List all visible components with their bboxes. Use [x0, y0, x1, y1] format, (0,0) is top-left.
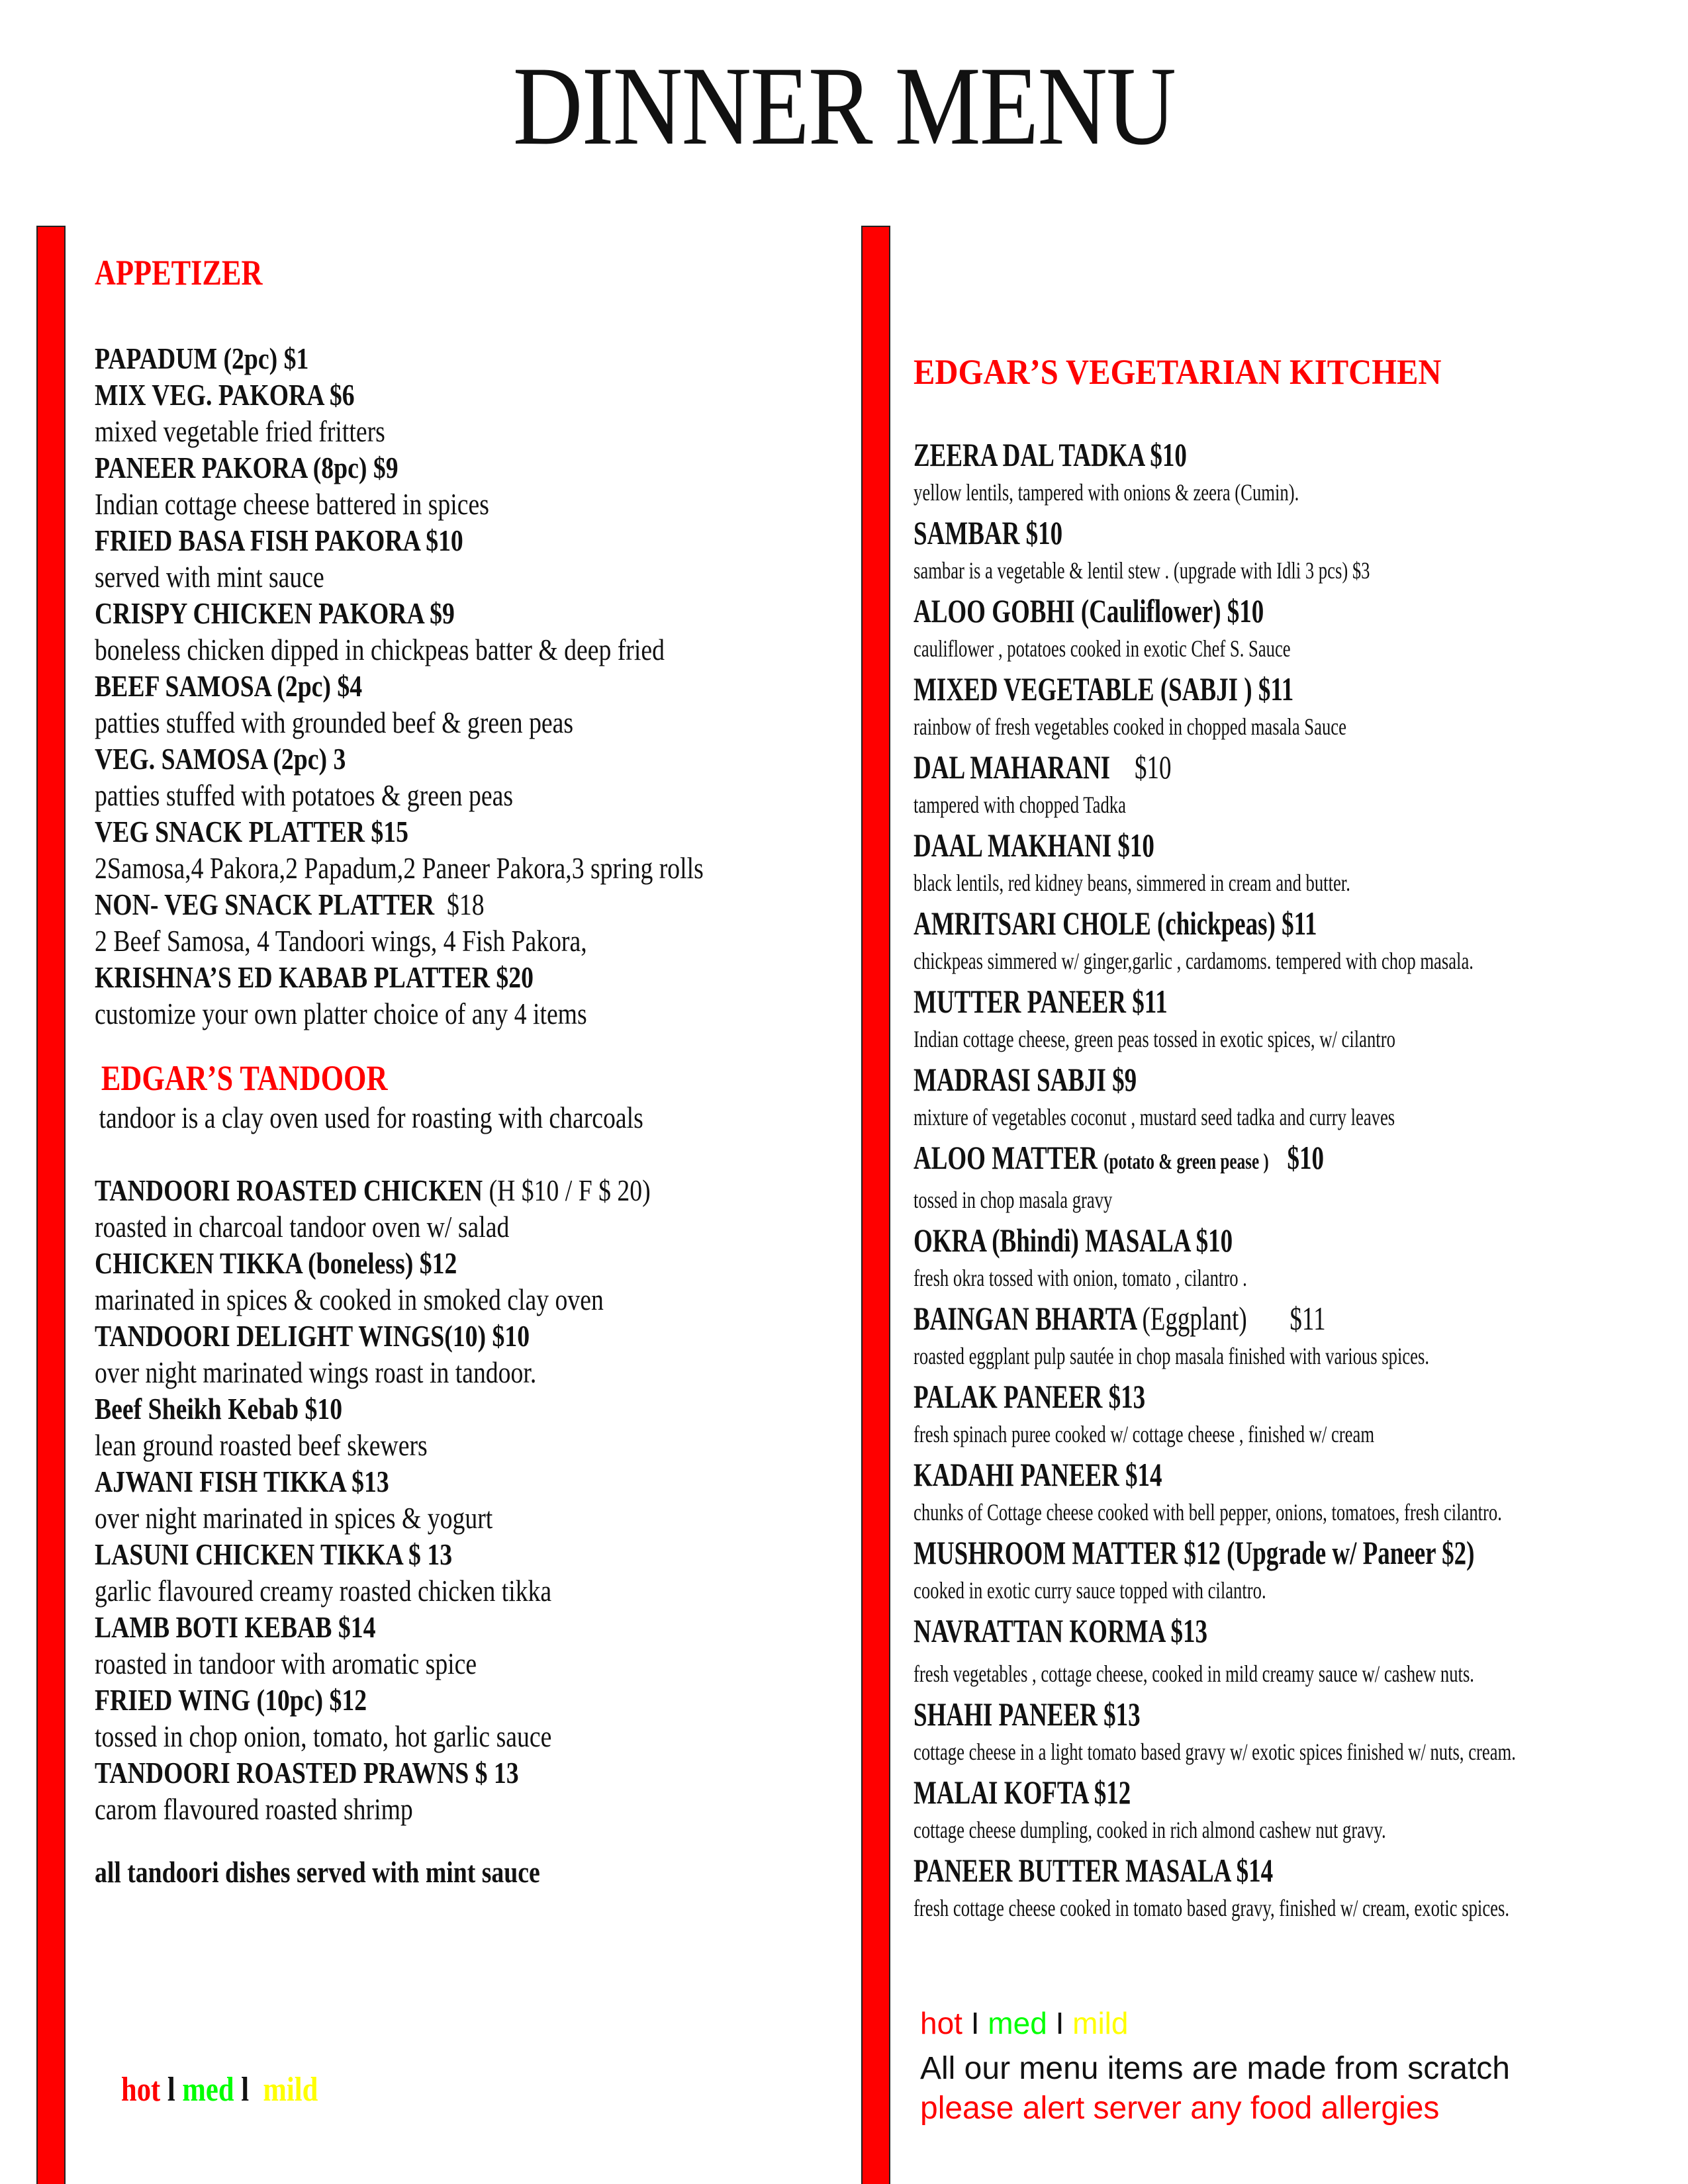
menu-item-desc: fresh vegetables , cottage cheese, cooked in mild creamy sauce w/ cashew nuts.: [914, 1661, 1474, 1687]
allergy-note: please alert server any food allergies: [920, 2091, 1440, 2126]
legend-med: med: [988, 2006, 1047, 2040]
menu-item-name: MADRASI SABJI $9: [914, 1061, 1137, 1098]
menu-item-name: NAVRATTAN KORMA $13: [914, 1612, 1208, 1649]
menu-item-name: SAMBAR $10: [914, 514, 1063, 551]
menu-item-name: CRISPY CHICKEN PAKORA $9: [95, 596, 455, 630]
menu-item-desc: mixture of vegetables coconut , mustard seed tadka and curry leaves: [914, 1104, 1395, 1130]
appetizer-heading: APPETIZER: [95, 253, 263, 293]
menu-item-desc: 2 Beef Samosa, 4 Tandoori wings, 4 Fish Pakora,: [95, 924, 587, 958]
tandoor-intro: tandoor is a clay oven used for roasting with charcoals: [99, 1101, 643, 1134]
menu-item-note: (Eggplant): [1142, 1300, 1247, 1337]
menu-item-name: [95, 886, 692, 923]
menu-item-desc: roasted in tandoor with aromatic spice: [95, 1647, 477, 1680]
menu-item-desc: chickpeas simmered w/ ginger,garlic , cardamoms. tempered with chop masala.: [914, 948, 1474, 974]
menu-item-name: KADAHI PANEER $14: [914, 1456, 1162, 1493]
spice-legend-left: [121, 2070, 318, 2109]
menu-item-desc: served with mint sauce: [95, 560, 324, 594]
menu-item-name: MALAI KOFTA $12: [914, 1774, 1131, 1811]
menu-item-price: (H $10 / F $ 20): [489, 1173, 651, 1207]
menu-item-desc: over night marinated wings roast in tandoor.: [95, 1355, 537, 1389]
menu-item-desc: fresh okra tossed with onion, tomato , cilantro .: [914, 1265, 1247, 1291]
menu-item-desc: patties stuffed with grounded beef & green peas: [95, 705, 574, 739]
menu-item-desc: cottage cheese dumpling, cooked in rich almond cashew nut gravy.: [914, 1817, 1386, 1843]
menu-item-name: TANDOORI ROASTED PRAWNS $ 13: [95, 1756, 519, 1790]
menu-item-name: TANDOORI DELIGHT WINGS(10) $10: [95, 1319, 530, 1353]
legend-separator: I: [970, 2006, 980, 2040]
menu-item-title: BAINGAN BHARTA: [914, 1300, 1137, 1337]
menu-item-price: $11: [1246, 1300, 1326, 1337]
menu-item-name: [95, 1172, 692, 1208]
tandoor-note: all tandoori dishes served with mint sauce: [95, 1855, 540, 1889]
legend-separator: I: [1055, 2006, 1064, 2040]
menu-item-desc: roasted in charcoal tandoor oven w/ salad: [95, 1210, 510, 1244]
menu-item-desc: cottage cheese in a light tomato based gravy w/ exotic spices finished w/ nuts, cream.: [914, 1739, 1516, 1765]
legend-med: med: [182, 2071, 234, 2109]
menu-item-desc: mixed vegetable fried fritters: [95, 414, 385, 448]
menu-item-name: LASUNI CHICKEN TIKKA $ 13: [95, 1537, 453, 1571]
menu-item-name: PAPADUM (2pc) $1: [95, 341, 309, 375]
menu-item-desc: customize your own platter choice of any 4 items: [95, 997, 587, 1030]
menu-item-name: LAMB BOTI KEBAB $14: [95, 1610, 376, 1644]
menu-item-desc: roasted eggplant pulp sautée in chop masala finished with various spices.: [914, 1343, 1430, 1369]
menu-item-desc: rainbow of fresh vegetables cooked in chopped masala Sauce: [914, 713, 1346, 740]
menu-item-desc: patties stuffed with potatoes & green peas: [95, 778, 514, 812]
legend-hot: hot: [920, 2006, 962, 2040]
menu-item-name: [914, 748, 1462, 786]
menu-item-price: $18: [446, 887, 485, 921]
menu-item-title: ALOO MATTER: [914, 1139, 1098, 1176]
menu-item-name: MIX VEG. PAKORA $6: [95, 378, 355, 412]
menu-item-name: VEG. SAMOSA (2pc) 3: [95, 742, 346, 776]
legend-hot: hot: [121, 2071, 161, 2109]
page-title: DINNER MENU: [512, 44, 1176, 168]
menu-item-desc: marinated in spices & cooked in smoked clay oven: [95, 1283, 604, 1316]
menu-item-desc: Indian cottage cheese, green peas tossed in exotic spices, w/ cilantro: [914, 1026, 1395, 1052]
right-red-bar: [861, 226, 890, 2184]
menu-item-desc: lean ground roasted beef skewers: [95, 1428, 428, 1462]
menu-item-desc: fresh cottage cheese cooked in tomato based gravy, finished w/ cream, exotic spices.: [914, 1895, 1510, 1921]
menu-item-price: $10: [1110, 749, 1172, 786]
menu-item-desc: cauliflower , potatoes cooked in exotic Chef S. Sauce: [914, 635, 1291, 662]
menu-item-name: AMRITSARI CHOLE (chickpeas) $11: [914, 905, 1317, 942]
menu-item-name: [914, 1138, 1462, 1181]
menu-item-name: VEG SNACK PLATTER $15: [95, 815, 409, 848]
menu-item-price: $10: [1268, 1139, 1325, 1176]
menu-item-desc: yellow lentils, tampered with onions & zeera (Cumin).: [914, 479, 1299, 506]
menu-item-name: OKRA (Bhindi) MASALA $10: [914, 1222, 1233, 1259]
menu-item-name: [914, 1299, 1462, 1338]
tandoor-list: [95, 1172, 692, 1827]
tandoor-heading: EDGAR’S TANDOOR: [101, 1058, 388, 1098]
menu-item-name: FRIED BASA FISH PAKORA $10: [95, 523, 463, 557]
menu-item-name: BEEF SAMOSA (2pc) $4: [95, 669, 363, 703]
menu-item-name: SHAHI PANEER $13: [914, 1696, 1141, 1733]
menu-item-name: AJWANI FISH TIKKA $13: [95, 1465, 389, 1498]
menu-item-desc: sambar is a vegetable & lentil stew . (upgrade with Idli 3 pcs) $3: [914, 557, 1370, 584]
menu-item-desc: carom flavoured roasted shrimp: [95, 1792, 413, 1826]
menu-item-name: PANEER BUTTER MASALA $14: [914, 1852, 1274, 1889]
menu-item-desc: over night marinated in spices & yogurt: [95, 1501, 493, 1535]
menu-item-name: Beef Sheikh Kebab $10: [95, 1392, 343, 1426]
left-column: [95, 251, 823, 1890]
right-column: [914, 351, 1655, 1927]
appetizer-list: [95, 340, 704, 1032]
menu-item-name: PALAK PANEER $13: [914, 1378, 1146, 1415]
menu-item-name: ZEERA DAL TADKA $10: [914, 436, 1187, 473]
menu-item-desc: cooked in exotic curry sauce topped with cilantro.: [914, 1577, 1266, 1604]
menu-item-name: MUSHROOM MATTER $12 (Upgrade w/ Paneer $2): [914, 1534, 1475, 1571]
menu-item-name: KRISHNA’S ED KABAB PLATTER $20: [95, 960, 534, 994]
menu-item-desc: 2Samosa,4 Pakora,2 Papadum,2 Paneer Pakora,3 spring rolls: [95, 851, 704, 885]
menu-item-name: CHICKEN TIKKA (boneless) $12: [95, 1246, 457, 1280]
legend-mild: mild: [1072, 2006, 1129, 2040]
menu-item-desc: garlic flavoured creamy roasted chicken tikka: [95, 1574, 552, 1608]
menu-item-name: PANEER PAKORA (8pc) $9: [95, 451, 399, 484]
menu-item-desc: tampered with chopped Tadka: [914, 792, 1126, 818]
left-red-bar: [36, 226, 66, 2184]
menu-item-title: NON- VEG SNACK PLATTER: [95, 887, 435, 921]
menu-item-name: FRIED WING (10pc) $12: [95, 1683, 367, 1717]
vegetarian-heading: EDGAR’S VEGETARIAN KITCHEN: [914, 352, 1442, 392]
legend-mild: mild: [263, 2071, 318, 2109]
menu-item-title: TANDOORI ROASTED CHICKEN: [95, 1173, 483, 1207]
spice-legend-right: [920, 2005, 1128, 2041]
menu-item-note: (potato & green pease ): [1103, 1150, 1269, 1174]
menu-item-name: ALOO GOBHI (Cauliflower) $10: [914, 592, 1264, 629]
legend-separator: l: [167, 2071, 175, 2109]
menu-item-name: MIXED VEGETABLE (SABJI ) $11: [914, 670, 1294, 707]
menu-item-desc: tossed in chop onion, tomato, hot garlic sauce: [95, 1719, 552, 1753]
menu-item-desc: Indian cottage cheese battered in spices: [95, 487, 489, 521]
vegetarian-list: [914, 435, 1516, 1927]
menu-item-desc: tossed in chop masala gravy: [914, 1187, 1113, 1213]
menu-item-name: MUTTER PANEER $11: [914, 983, 1168, 1020]
menu-item-desc: black lentils, red kidney beans, simmered in cream and butter.: [914, 870, 1350, 896]
menu-item-name: DAAL MAKHANI $10: [914, 827, 1154, 864]
menu-item-desc: boneless chicken dipped in chickpeas batter & deep fried: [95, 633, 665, 666]
menu-item-title: DAL MAHARANI: [914, 749, 1111, 786]
menu-item-desc: chunks of Cottage cheese cooked with bell pepper, onions, tomatoes, fresh cilantro.: [914, 1499, 1502, 1525]
legend-separator: l: [241, 2071, 250, 2109]
menu-item-desc: fresh spinach puree cooked w/ cottage cheese , finished w/ cream: [914, 1421, 1375, 1447]
made-from-scratch-note: All our menu items are made from scratch: [920, 2051, 1510, 2086]
